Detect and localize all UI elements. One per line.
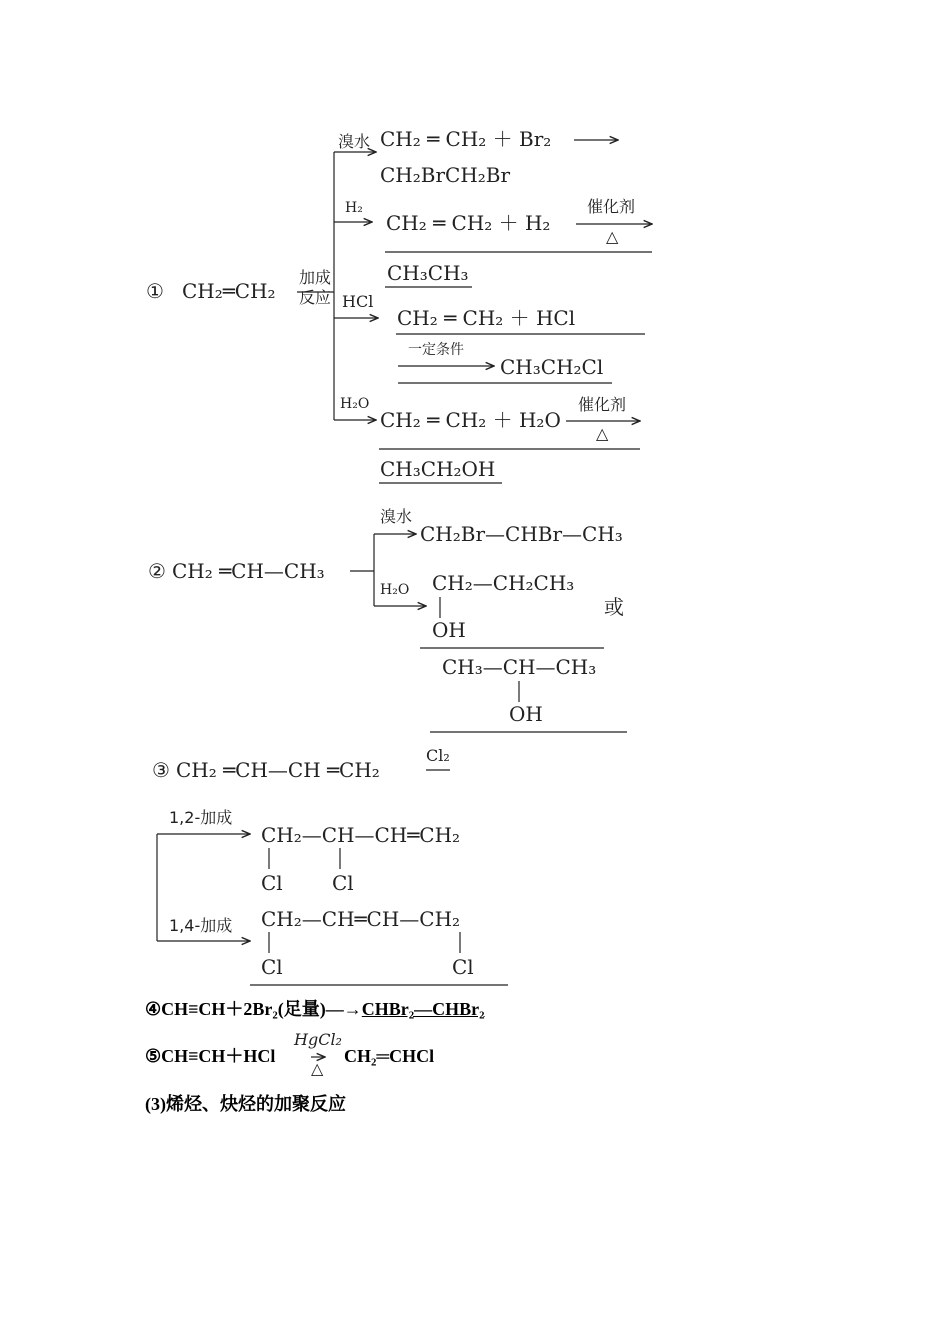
r1-reactant: CH₂═CH₂ — [182, 279, 276, 303]
r2-p2-chain: CH₃—CH—CH₃ — [442, 655, 597, 679]
r2-b1-product: CH₂Br—CHBr—CH₃ — [420, 522, 623, 546]
r1-b2-heat: △ — [606, 227, 619, 246]
r3-reagent: Cl₂ — [426, 746, 450, 765]
r2-p1-oh: OH — [432, 618, 466, 642]
r1-b2-equation: CH₂ ═ CH₂ ＋ H₂ — [386, 211, 551, 235]
r2-b2-reagent: H₂O — [380, 582, 410, 598]
r3-number: ③ — [152, 758, 170, 782]
r1-b4-heat: △ — [596, 424, 609, 443]
r1-b1-reagent: 溴水 — [338, 132, 371, 151]
r5-equation: CH≡CH＋HCl — [161, 1046, 276, 1066]
r4-equation: CH≡CH＋2Br₂(足量) — [161, 999, 326, 1019]
r5-catalyst: HgCl₂ — [294, 1030, 342, 1049]
r3-b2-label: 1,4-加成 — [169, 916, 233, 935]
r3-b1-label: 1,2-加成 — [169, 808, 233, 827]
r1-b3-product: CH₃CH₂Cl — [500, 355, 604, 379]
r4-number: ④ — [145, 999, 162, 1019]
r1-b1-product: CH₂BrCH₂Br — [380, 163, 511, 187]
r2-lines — [350, 534, 627, 732]
r3-b1-cl1: Cl — [261, 871, 283, 895]
r4-line — [145, 1000, 485, 1018]
r5-left — [145, 1047, 275, 1065]
r4-product: CHBr₂—CHBr₂ — [361, 999, 485, 1019]
r3-b2-cl2: Cl — [452, 955, 474, 979]
r1-b4-reagent: H₂O — [340, 396, 370, 412]
r3-b1-cl2: Cl — [332, 871, 354, 895]
r3-b2-cl1: Cl — [261, 955, 283, 979]
r3-b1-product: CH₂—CH—CH═CH₂ — [261, 823, 461, 847]
r1-b4-equation: CH₂ ═ CH₂ ＋ H₂O — [380, 408, 561, 432]
r1-cond-top: 加成 — [299, 268, 332, 287]
r1-b3-condition: 一定条件 — [408, 342, 464, 358]
r2-number: ② — [148, 559, 166, 583]
r1-b3-reagent: HCl — [342, 292, 374, 311]
r2-b1-reagent: 溴水 — [380, 507, 413, 526]
r1-b1-equation: CH₂ ═ CH₂ ＋ Br₂ — [380, 127, 552, 151]
r1-b2-catalyst: 催化剂 — [587, 197, 636, 216]
r3-reactant: CH₂ ═CH—CH ═CH₂ — [176, 758, 380, 782]
r1-b4-product: CH₃CH₂OH — [380, 457, 496, 481]
r2-p1-chain: CH₂—CH₂CH₃ — [432, 571, 575, 595]
r1-b4-catalyst: 催化剂 — [578, 395, 627, 414]
r5-number: ⑤ — [145, 1046, 162, 1066]
r1-b2-product: CH₃CH₃ — [387, 261, 469, 285]
r5-heat: △ — [311, 1059, 324, 1078]
r1-cond-bottom: 反应 — [299, 288, 332, 307]
r2-reactant: CH₂ ═CH—CH₃ — [172, 559, 325, 583]
r5-product: CH₂═CHCl — [344, 1046, 435, 1066]
r1-number: ① — [146, 279, 164, 303]
r2-or: 或 — [604, 595, 624, 619]
section-heading: (3)烯烃、炔烃的加聚反应 — [145, 1094, 346, 1114]
r1-b2-reagent: H₂ — [345, 200, 363, 216]
r4-arrow: —→ — [325, 999, 362, 1019]
r1-b3-equation: CH₂ ═ CH₂ ＋ HCl — [397, 306, 576, 330]
r3-b2-product: CH₂—CH═CH—CH₂ — [261, 907, 461, 931]
r2-p2-oh: OH — [509, 702, 543, 726]
